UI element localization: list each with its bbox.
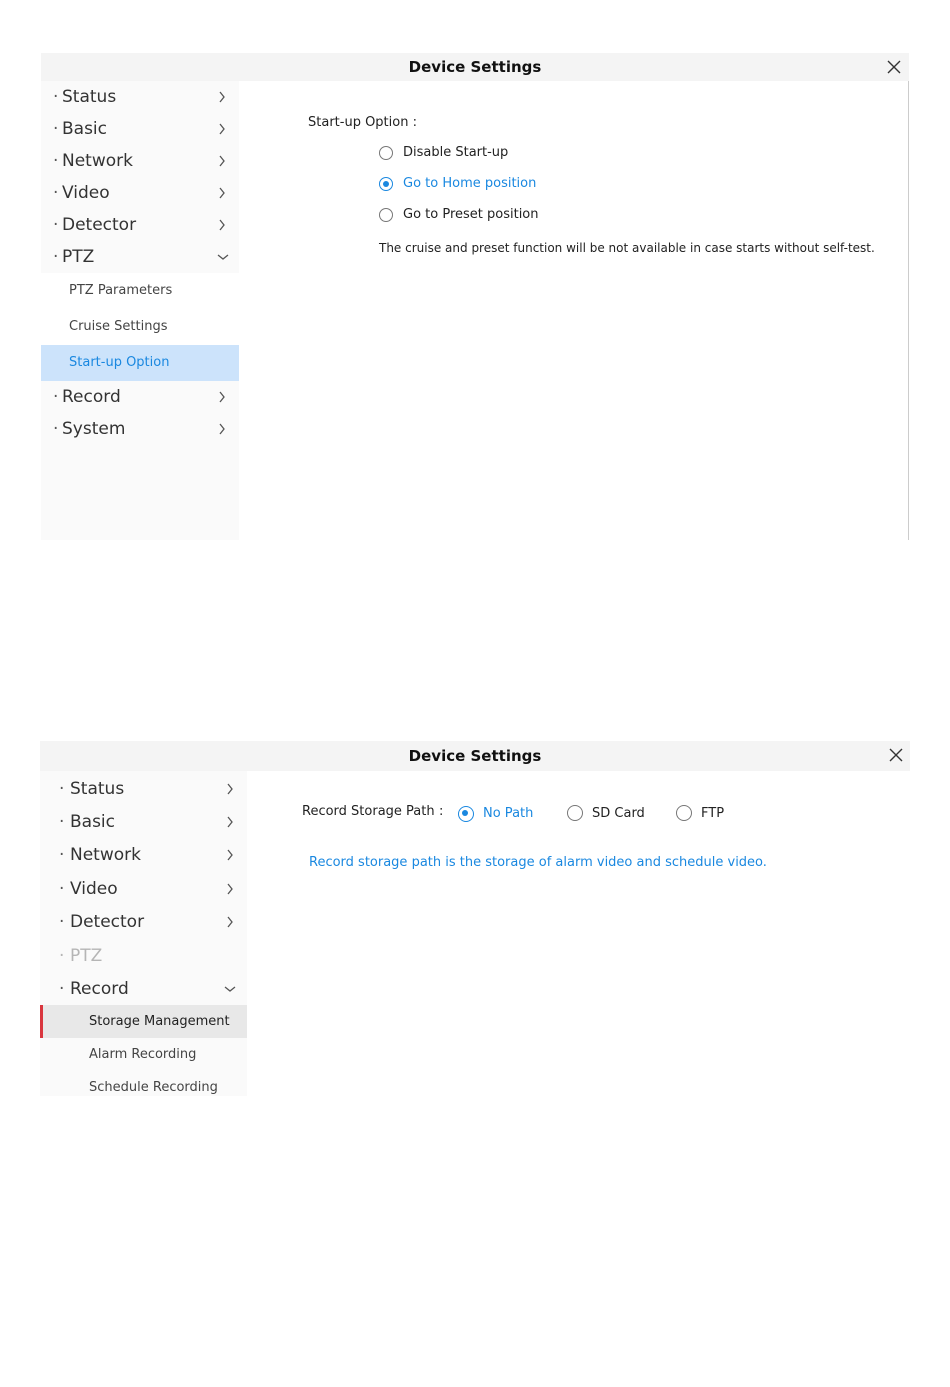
sidebar-item-record[interactable]: · Record	[40, 973, 247, 1005]
record-storage-path-label: Record Storage Path	[302, 804, 435, 819]
sidebar-item-label: Status	[62, 87, 117, 107]
radio-label: Disable Start-up	[403, 145, 509, 160]
startup-note: The cruise and preset function will be not available in case starts without self-test.	[379, 241, 875, 255]
device-settings-window-2	[40, 741, 910, 1096]
sidebar-item-status[interactable]: · Status	[40, 773, 247, 805]
window-title-bar	[41, 53, 909, 81]
radio-button[interactable]	[676, 805, 692, 821]
sub-item-ptz-parameters[interactable]	[41, 273, 239, 309]
chevron-right-icon	[217, 178, 227, 208]
sub-item-storage-management[interactable]	[40, 1005, 247, 1038]
sidebar-item-label: Basic	[62, 119, 108, 139]
window-title: Device Settings	[408, 747, 542, 765]
sidebar-item-system[interactable]: · System	[41, 414, 239, 444]
radio-label: Go to Preset position	[403, 207, 539, 222]
sidebar-item-basic[interactable]: · Basic	[41, 114, 239, 144]
main-content	[239, 81, 909, 540]
sidebar-item-network[interactable]: · Network	[41, 146, 239, 176]
sub-item-alarm-recording[interactable]	[40, 1038, 247, 1071]
sidebar-item-label: Record	[70, 979, 129, 999]
chevron-right-icon	[225, 773, 235, 805]
sidebar-item-detector[interactable]: · Detector	[41, 210, 239, 240]
sidebar-item-video[interactable]: · Video	[40, 873, 247, 905]
sub-item-startup-option[interactable]	[41, 345, 239, 381]
sidebar-item-record[interactable]: · Record	[41, 382, 239, 412]
chevron-right-icon	[225, 806, 235, 838]
window-title-bar	[40, 741, 910, 771]
radio-button[interactable]	[379, 177, 393, 191]
sidebar-item-basic[interactable]: · Basic	[40, 806, 247, 838]
sidebar-item-label: Status	[70, 779, 125, 799]
sidebar-item-label: Record	[62, 387, 121, 407]
radio-button[interactable]	[379, 146, 393, 160]
sub-item-label: PTZ Parameters	[69, 283, 173, 298]
sub-item-schedule-recording[interactable]	[40, 1071, 247, 1104]
sidebar-item-label: Detector	[70, 912, 145, 932]
radio-button[interactable]	[458, 806, 474, 822]
window-title: Device Settings	[408, 58, 542, 76]
chevron-right-icon	[217, 414, 227, 444]
ptz-submenu	[41, 273, 239, 381]
chevron-right-icon	[217, 210, 227, 240]
sub-item-label: Storage Management	[89, 1014, 230, 1029]
sidebar-item-label: Network	[70, 845, 141, 865]
sidebar-item-label: System	[62, 419, 126, 439]
device-settings-window-1	[41, 53, 909, 540]
chevron-right-icon	[225, 873, 235, 905]
sidebar-item-label: PTZ	[62, 247, 95, 267]
storage-path-note: Record storage path is the storage of alarm video and schedule video.	[309, 855, 767, 870]
sidebar-item-label: Basic	[70, 812, 116, 832]
sidebar-item-ptz: · PTZ	[40, 940, 247, 972]
sidebar-item-detector[interactable]: · Detector	[40, 906, 247, 938]
record-submenu	[40, 1005, 247, 1096]
sidebar	[41, 81, 239, 540]
chevron-right-icon	[217, 146, 227, 176]
radio-button[interactable]	[567, 805, 583, 821]
radio-button[interactable]	[379, 208, 393, 222]
startup-option-label: Start-up Option :	[308, 115, 417, 130]
sub-item-label: Schedule Recording	[89, 1080, 218, 1095]
close-icon[interactable]	[887, 60, 901, 74]
sidebar-item-label: Video	[70, 879, 118, 899]
sidebar-item-status[interactable]: · Status	[41, 82, 239, 112]
chevron-right-icon	[225, 906, 235, 938]
sidebar-item-ptz[interactable]: · PTZ	[41, 242, 239, 272]
sidebar-item-video[interactable]: · Video	[41, 178, 239, 208]
main-content	[247, 771, 910, 1096]
sub-item-cruise-settings[interactable]	[41, 309, 239, 345]
sidebar-item-network[interactable]: · Network	[40, 839, 247, 871]
radio-label: No Path	[483, 806, 534, 821]
field-colon: :	[439, 804, 444, 819]
chevron-right-icon	[217, 82, 227, 112]
chevron-right-icon	[217, 114, 227, 144]
radio-label: SD Card	[592, 806, 645, 821]
radio-label: Go to Home position	[403, 176, 537, 191]
sub-item-label: Alarm Recording	[89, 1047, 197, 1062]
sidebar-item-label: Video	[62, 183, 110, 203]
sidebar-item-label: Network	[62, 151, 133, 171]
radio-label: FTP	[701, 806, 725, 821]
sub-item-label: Cruise Settings	[69, 319, 168, 334]
chevron-down-icon	[217, 242, 229, 272]
sidebar	[40, 771, 247, 1096]
close-icon[interactable]	[889, 748, 903, 762]
sidebar-item-label: PTZ	[70, 946, 103, 966]
chevron-down-icon	[224, 973, 236, 1005]
sidebar-item-label: Detector	[62, 215, 137, 235]
chevron-right-icon	[225, 839, 235, 871]
selected-indicator	[40, 1005, 43, 1038]
sub-item-label: Start-up Option	[69, 355, 170, 370]
chevron-right-icon	[217, 382, 227, 412]
